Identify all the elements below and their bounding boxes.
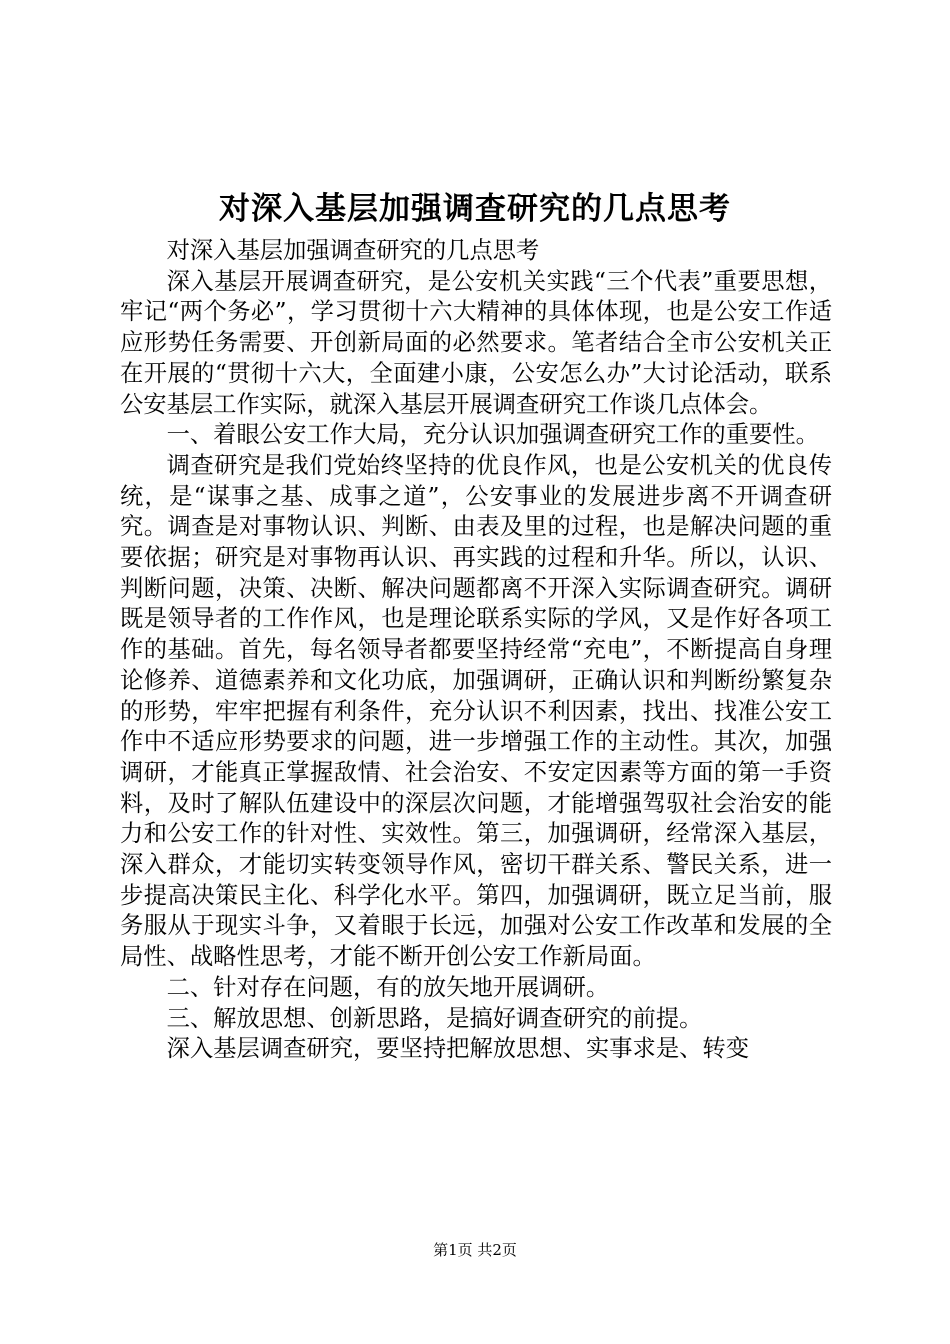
page-number-footer: 第1页 共2页 <box>433 1241 517 1259</box>
paragraph-intro: 深入基层开展调查研究，是公安机关实践“三个代表”重要思想，牢记“两个务必”，学习贯彻十六大精神的具体体现，也是公安工作适应形势任务需要、开创新局面的必然要求。笔者结合全市公安机关正在开展的“贯彻十六大，全面建小康，公安怎么办”大讨论活动，联系公安基层工作实际，就深入基层开展调查研究工作谈几点体会。 <box>120 267 832 418</box>
paragraph-heading-two: 二、针对存在问题，有的放矢地开展调研。 <box>166 973 610 1001</box>
paragraph-heading-three: 三、解放思想、创新思路，是搞好调查研究的前提。 <box>166 1004 703 1032</box>
document-body <box>120 236 832 1065</box>
paragraph-research-importance: 调查研究是我们党始终坚持的优良作风，也是公安机关的优良传统，是“谋事之基、成事之道”，公安事业的发展进步离不开调查研究。调查是对事物认识、判断、由表及里的过程，也是解决问题的重要依据；研究是对事物再认识、再实践的过程和升华。所以，认识、判断问题，决策、决断、解决问题都离不开深入实际调查研究。调研既是领导者的工作作风，也是理论联系实际的学风，又是作好各项工作的基础。首先，每名领导者都要坚持经常“充电”，不断提高自身理论修养、道德素养和文化功底，加强调研，正确认识和判断纷繁复杂的形势，牢牢把握有利条件，充分认识不利因素，找出、找准公安工作中不适应形势要求的问题，进一步增强工作的主动性。其次，加强调研，才能真正掌握敌情、社会治安、不安定因素等方面的第一手资料，及时了解队伍建设中的深层次问题，才能增强驾驭社会治安的能力和公安工作的针对性、实效性。第三，加强调研，经常深入基层，深入群众，才能切实转变领导作风，密切干群关系、警民关系，进一步提高决策民主化、科学化水平。第四，加强调研，既立足当前，服务服从于现实斗争，又着眼于长远，加强对公安工作改革和发展的全局性、战略性思考，才能不断开创公安工作新局面。 <box>120 451 832 971</box>
paragraph-subtitle: 对深入基层加强调查研究的几点思考 <box>166 237 540 264</box>
document-title: 对深入基层加强调查研究的几点思考 <box>219 191 731 227</box>
paragraph-heading-one: 一、着眼公安工作大局，充分认识加强调查研究工作的重要性。 <box>166 421 819 449</box>
paragraph-continuation: 深入基层调查研究，要坚持把解放思想、实事求是、转变 <box>166 1035 750 1063</box>
